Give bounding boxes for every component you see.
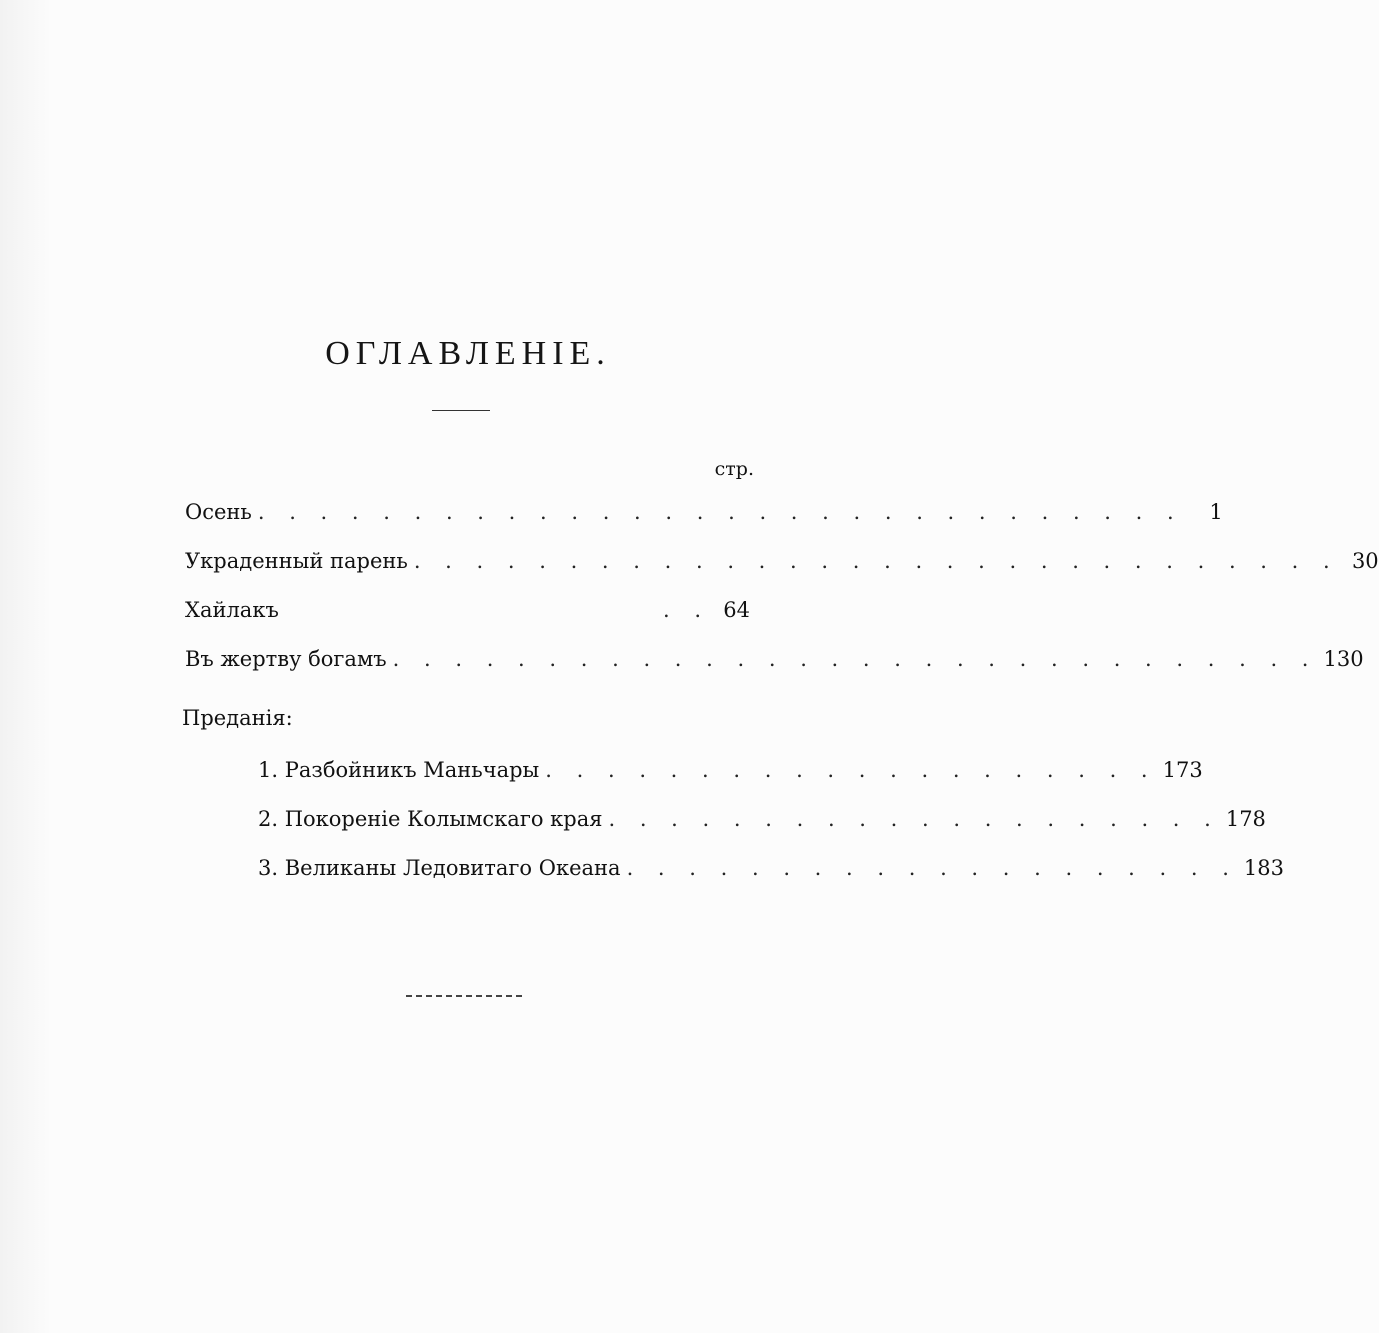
toc-subentry <box>258 807 1266 831</box>
toc-entry-title: 1. Разбойникъ Маньчары <box>258 758 540 782</box>
toc-entry-page: 1 <box>1209 500 1223 524</box>
toc-entry-title: Въ жертву богамъ <box>185 647 387 671</box>
toc-entry-page: 173 <box>1162 758 1203 782</box>
toc-subentry <box>258 856 1284 880</box>
page-title: ОГЛАВЛЕНІЕ. <box>325 335 611 372</box>
title-divider <box>432 410 490 411</box>
toc-entry-title: Хайлакъ <box>185 598 279 622</box>
dot-leader: . . <box>662 598 710 622</box>
toc-entry-page: 178 <box>1225 807 1266 831</box>
toc-entry-page: 30 <box>1351 549 1379 573</box>
dot-leader: . . . . . . . . . . . . . . . . . . . . . . . . . . . . . . <box>257 500 1183 524</box>
toc-entry <box>185 647 1364 671</box>
closing-divider <box>406 995 522 997</box>
page-column-label: стр. <box>714 458 754 480</box>
toc-entry-title: 3. Великаны Ледовитаго Океана <box>258 856 621 880</box>
toc-entry-page: 183 <box>1243 856 1284 880</box>
dot-leader: . . . . . . . . . . . . . . . . . . . . <box>608 807 1220 831</box>
page-edge <box>0 0 52 1333</box>
toc-entry-title: 2. Покореніе Колымскаго края <box>258 807 603 831</box>
toc-entry <box>185 598 750 622</box>
toc-entry <box>185 549 1379 573</box>
toc-entry-title: Осень <box>185 500 252 524</box>
dot-leader: . . . . . . . . . . . . . . . . . . . . . . . . . . . . . . <box>413 549 1339 573</box>
toc-entry-title: Украденный парень <box>185 549 408 573</box>
toc-subentry <box>258 758 1203 782</box>
section-heading: Преданія: <box>182 706 293 730</box>
toc-entry <box>185 500 1223 524</box>
dot-leader: . . . . . . . . . . . . . . . . . . . . <box>626 856 1238 880</box>
toc-entry-page: 130 <box>1323 647 1364 671</box>
toc-entry-page: 64 <box>723 598 750 622</box>
dot-leader: . . . . . . . . . . . . . . . . . . . . <box>545 758 1157 782</box>
dot-leader: . . . . . . . . . . . . . . . . . . . . . . . . . . . . . . <box>392 647 1318 671</box>
